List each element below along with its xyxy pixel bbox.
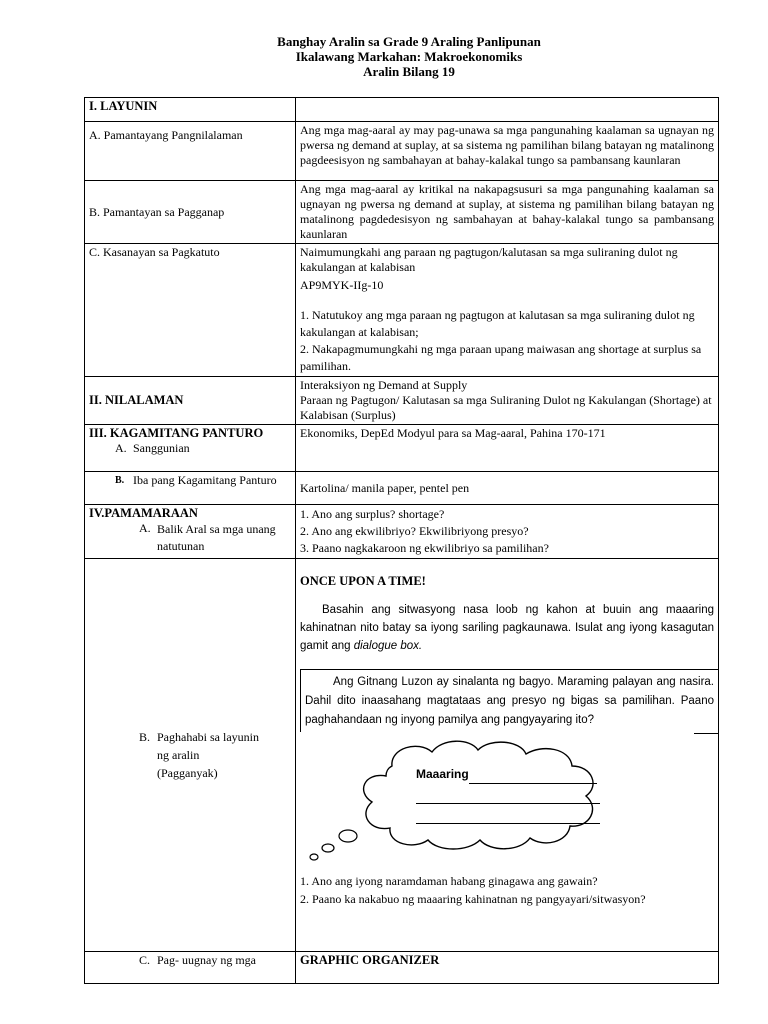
cell-graphic-organizer — [296, 952, 719, 984]
answer-line[interactable] — [416, 789, 600, 804]
objective-2: 2. Nakapagmumungkahi ng mga paraan upang maiwasan ang shortage at surplus sa pamilihan. — [300, 342, 702, 373]
table-row — [85, 472, 719, 505]
cell-paghahabi-label — [85, 559, 296, 952]
label-pamantayang-pangnilalaman: A. Pamantayang Pangnilalaman — [85, 122, 296, 181]
table-row — [85, 122, 719, 181]
dialogue-cloud — [300, 736, 714, 866]
cell-kagamitang-panturo — [85, 425, 296, 472]
label-pamantayan-sa-pagganap: B. Pamantayan sa Pagganap — [85, 181, 296, 244]
item-sanggunian: A. Sanggunian — [115, 441, 190, 455]
graphic-organizer-title: GRAPHIC ORGANIZER — [300, 953, 440, 967]
cell-nilalaman — [296, 377, 719, 425]
text-sanggunian: Ekonomiks, DepEd Modyul para sa Mag-aaral, Pahina 170-171 — [296, 425, 719, 472]
label-kasanayan-sa-pagkatuto: C. Kasanayan sa Pagkatuto — [85, 244, 296, 377]
cell-paghahabi-content — [296, 559, 719, 952]
cell-iba-pang-kagamitan — [85, 472, 296, 505]
table-row — [85, 98, 719, 122]
activity-instructions: Basahin ang sitwasyong nasa loob ng kahon at buuin ang maaaring kahinatnan nito batay sa iyong sariling pagkaunawa. Isulat ang iyong kasagutan gamit ang dialogue box. — [300, 604, 714, 652]
table-row — [85, 559, 719, 952]
review-question-3: 3. Paano nagkakaroon ng ekwilibriyo sa pamilihan? — [300, 541, 549, 555]
objective-1: 1. Natutukoy ang mga paraan ng pagtugon at kalutasan sa mga suliraning dulot ng kakulangan at kalabisan; — [300, 308, 695, 339]
text-iba-pang-kagamitan: Kartolina/ manila paper, pentel pen — [296, 472, 719, 505]
cell-kasanayan-sa-pagkatuto — [296, 244, 719, 377]
table-row — [85, 377, 719, 425]
section-heading-kagamitan: III. KAGAMITANG PANTURO — [89, 426, 264, 440]
cell-balik-aral-questions — [296, 505, 719, 559]
item-pag-uugnay: C. Pag- uugnay ng mga — [139, 953, 256, 967]
section-heading-nilalaman: II. NILALAMAN — [85, 377, 296, 425]
header-quarter: Ikalawang Markahan: Makroekonomiks — [295, 49, 523, 64]
lesson-plan-table — [84, 97, 719, 984]
item-iba-pang-kagamitan: B. Iba pang Kagamitang Panturo — [115, 473, 277, 487]
table-row — [85, 425, 719, 472]
situation-box — [300, 669, 718, 732]
header-lesson-number: Aralin Bilang 19 — [363, 64, 455, 79]
table-row — [85, 244, 719, 377]
activity-title: ONCE UPON A TIME! — [300, 574, 426, 588]
item-paghahabi: B. Paghahabi sa layunin ng aralin (Pagganyak) — [139, 730, 259, 780]
header-title: Banghay Aralin sa Grade 9 Araling Panlipunan — [277, 34, 541, 49]
review-question-2: 2. Ano ang ekwilibriyo? Ekwilibriyong presyo? — [300, 524, 529, 538]
table-row — [85, 952, 719, 984]
cloud-answer-lines — [416, 764, 600, 824]
content-topic: Interaksiyon ng Demand at Supply — [300, 378, 468, 392]
empty-cell — [296, 98, 719, 122]
answer-line[interactable] — [469, 769, 597, 784]
item-balik-aral: A. Balik Aral sa mga unang natutunan — [139, 521, 276, 553]
text-pamantayang-pangnilalaman: Ang mga mag-aaral ay may pag-unawa sa mga pangunahing kaalaman sa ugnayan ng pwersa ng demand at suplay, at sa sistema ng pamilihan bilang batayan ng matalinong pagdeesisyon ng sambahayan at bahay-kalakal tungo sa pambansang kaunlaran — [296, 122, 719, 181]
answer-line[interactable] — [416, 809, 600, 824]
table-row — [85, 181, 719, 244]
cell-balik-aral — [85, 505, 296, 559]
document-header — [0, 34, 768, 79]
section-heading-layunin: I. LAYUNIN — [85, 98, 296, 122]
text-pamantayan-sa-pagganap: Ang mga mag-aaral ay kritikal na nakapagsusuri sa mga pangunahing kaalaman sa ugnayan ng pwersa ng demand at suplay, at sistema ng pamilihan bilang batayan ng matalinong pagdedesisyon ng sambahayan at bahay-kalakal tungo sa pambansang kaunlaran — [296, 181, 719, 244]
cell-pag-uugnay — [85, 952, 296, 984]
situation-text: Ang Gitnang Luzon ay sinalanta ng bagyo. Maraming palayan ang nasira. Dahil dito inaasahang magtataas ang presyo ng bigas sa pamilihan. Paano paghahandaan ng inyong pamilya ang pangyayaring ito? — [305, 676, 714, 726]
review-question-1: 1. Ano ang surplus? shortage? — [300, 507, 445, 521]
competency-text: Naimumungkahi ang paraan ng pagtugon/kalutasan sa mga suliraning dulot ng kakulangan at kalabisan — [300, 245, 678, 274]
section-heading-pamamaraan: IV.PAMAMARAAN — [89, 506, 198, 520]
competency-code: AP9MYK-IIg-10 — [300, 278, 384, 292]
processing-question-1: 1. Ano ang iyong naramdaman habang ginagawa ang gawain? — [300, 874, 598, 888]
table-row — [85, 505, 719, 559]
cloud-label: Maaaring — [416, 767, 469, 781]
processing-question-2: 2. Paano ka nakabuo ng maaaring kahinatnan ng pangyayari/sitwasyon? — [300, 892, 646, 906]
content-subtopic: Paraan ng Pagtugon/ Kalutasan sa mga Suliraning Dulot ng Kakulangan (Shortage) at Kalabisan (Surplus) — [300, 393, 712, 422]
